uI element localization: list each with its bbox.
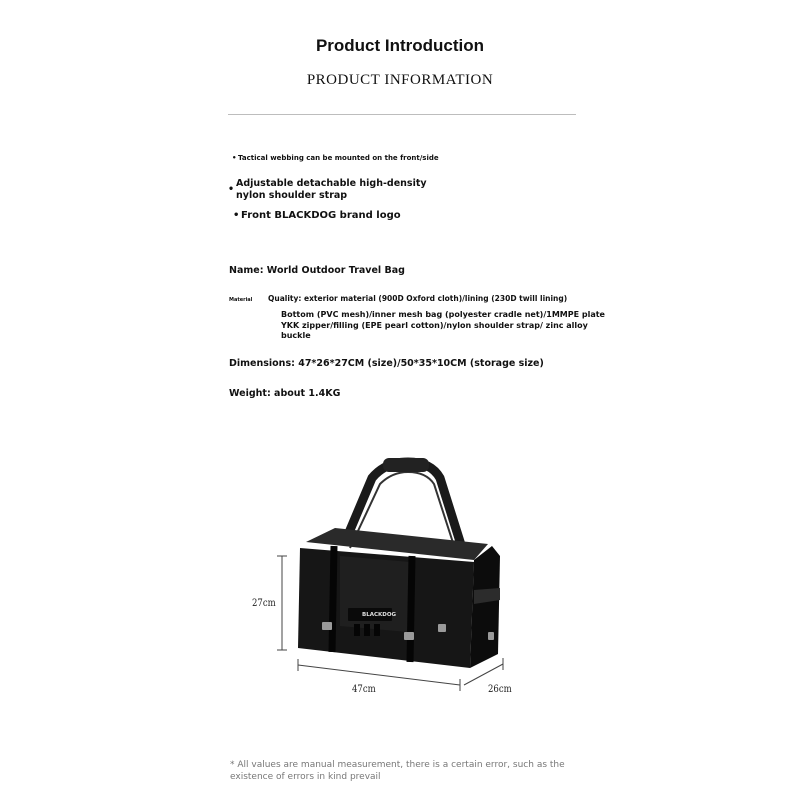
spec-weight: Weight: about 1.4KG <box>229 388 341 399</box>
feature-text-line1: Adjustable detachable high-density <box>236 178 427 189</box>
feature-text: Front BLACKDOG brand logo <box>241 210 401 221</box>
feature-text: Tactical webbing can be mounted on the front/side <box>238 154 439 162</box>
brand-logo: BLACKDOG <box>362 612 397 618</box>
spec-name: Name: World Outdoor Travel Bag <box>229 265 405 276</box>
bag-side <box>470 546 500 668</box>
spec-material-label: Material <box>229 297 253 303</box>
spec-quality: Quality: exterior material (900D Oxford cloth)/lining (230D twill lining) <box>268 294 568 303</box>
page-title: Product Introduction <box>315 36 485 55</box>
feature-text-line2: nylon shoulder strap <box>236 190 348 201</box>
length-label: 47cm <box>352 684 376 695</box>
height-label: 27cm <box>252 598 276 609</box>
bullet: • <box>233 210 240 221</box>
page-subtitle: PRODUCT INFORMATION <box>306 72 494 88</box>
spec-bottom: Bottom (PVC mesh)/inner mesh bag (polyester cradle net)/1MMPE plate YKK zipper/filling (EPE pearl cotton)/nylon shoulder strap/ zinc alloy buckle <box>281 310 605 340</box>
width-label: 26cm <box>488 684 512 695</box>
footnote: * All values are manual measurement, there is a certain error, such as the existence of errors in kind prevail <box>230 760 565 782</box>
spec-dimensions: Dimensions: 47*26*27CM (size)/50*35*10CM (storage size) <box>229 358 544 369</box>
bullet: • <box>232 154 237 162</box>
bullet: • <box>228 184 235 195</box>
